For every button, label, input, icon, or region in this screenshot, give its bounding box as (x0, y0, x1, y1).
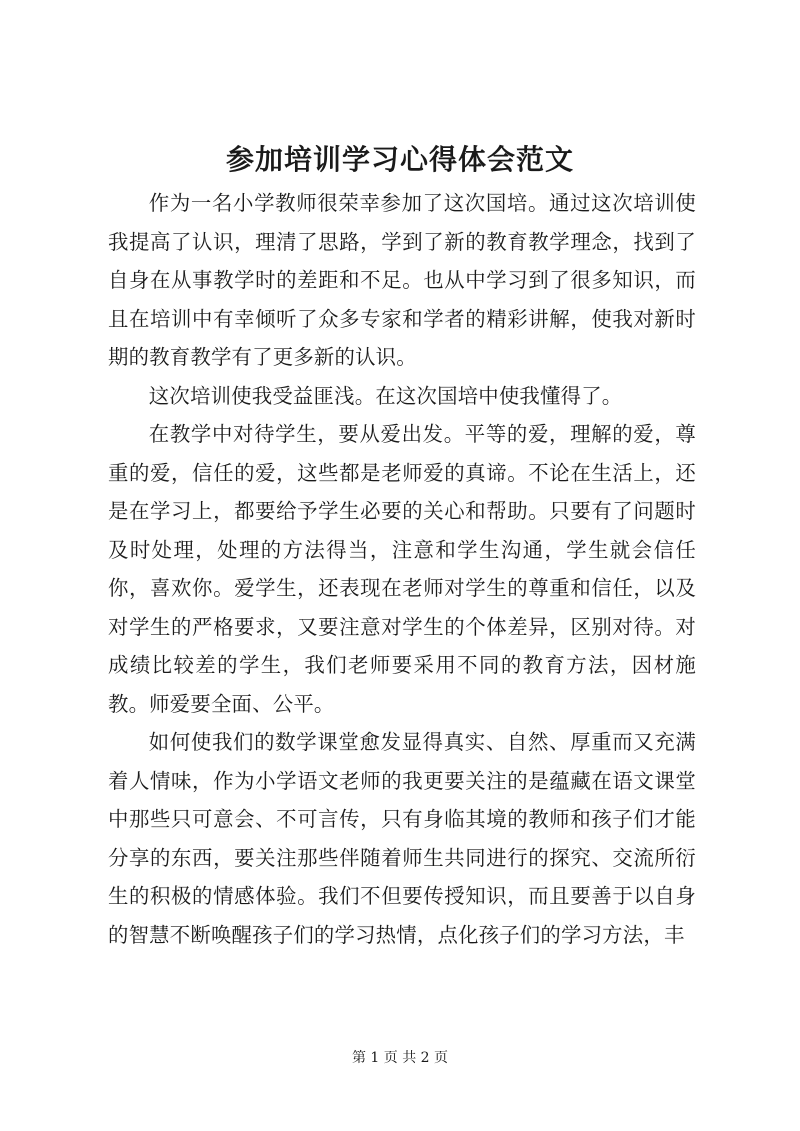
document-title: 参加培训学习心得体会范文 (225, 143, 574, 176)
paragraph: 在教学中对待学生，要从爱出发。平等的爱，理解的爱，尊重的爱，信任的爱，这些都是老师爱的真谛。不论在生活上，还是在学习上，都要给予学生必要的关心和帮助。只要有了问题时及时处理，处理的方法得当，注意和学生沟通，学生就会信任你，喜欢你。爱学生，还表现在老师对学生的尊重和信任，以及对学生的严格要求，又要注意对学生的个体差异，区别对待。对成绩比较差的学生，我们老师要采用不同的教育方法，因材施教。师爱要全面、公平。 (108, 422, 696, 716)
paragraph: 如何使我们的数学课堂愈发显得真实、自然、厚重而又充满着人情味，作为小学语文老师的我更要关注的是蕴藏在语文课堂中那些只可意会、不可言传，只有身临其境的教师和孩子们才能分享的东西，要关注那些伴随着师生共同进行的探究、交流所衍生的积极的情感体验。我们不但要传授知识，而且要善于以自身的智慧不断唤醒孩子们的学习热情，点化孩子们的学习方法，丰 (108, 730, 696, 947)
page-number-footer: 第 1 页 共 2 页 (351, 1050, 449, 1066)
document-body (108, 184, 696, 954)
paragraph: 作为一名小学教师很荣幸参加了这次国培。通过这次培训使我提高了认识，理清了思路，学到了新的教育教学理念，找到了自身在从事教学时的差距和不足。也从中学习到了很多知识，而且在培训中有幸倾听了众多专家和学者的精彩讲解，使我对新时期的教育教学有了更多新的认识。 (108, 191, 696, 369)
paragraph: 这次培训使我受益匪浅。在这次国培中使我懂得了。 (148, 383, 623, 408)
